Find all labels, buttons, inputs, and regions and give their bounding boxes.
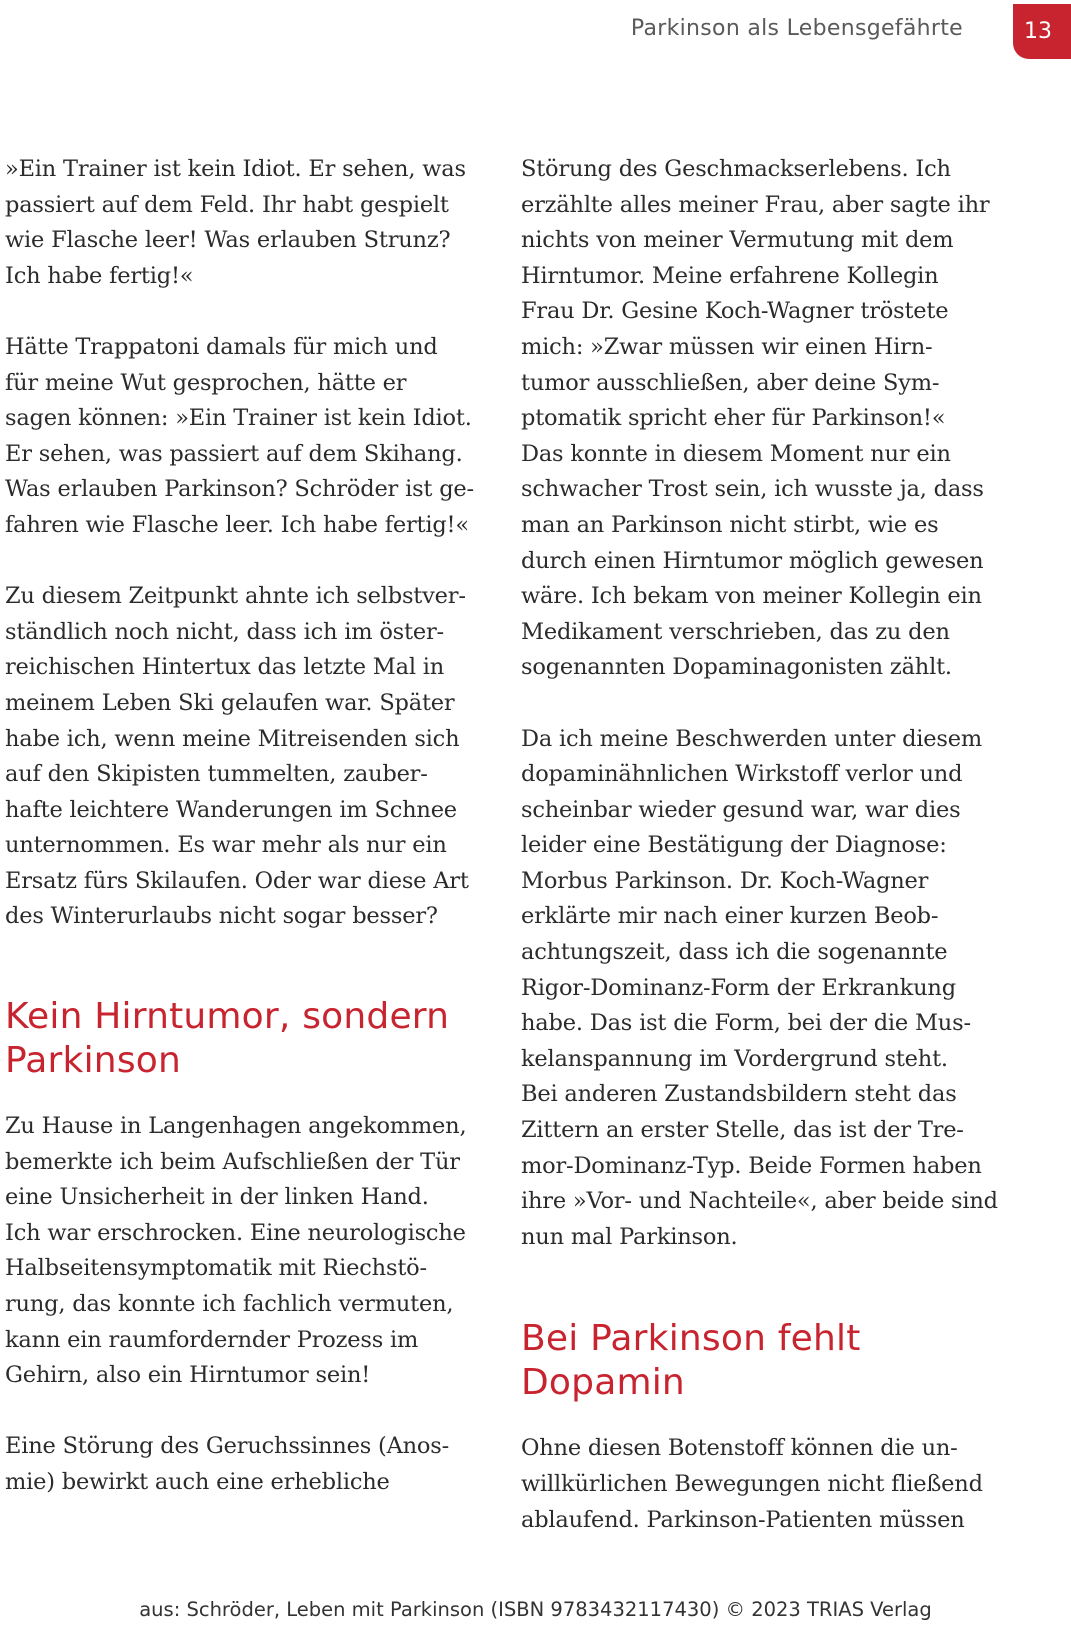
left-column xyxy=(5,152,473,1536)
page-number-badge: 13 xyxy=(1013,4,1071,59)
paragraph: Da ich meine Beschwerden unter diesem dopaminähnlichen Wirkstoff verlor und scheinbar wieder gesund war, war dies leider eine Bestätigung der Diagnose: Morbus Parkinson. Dr. Koch-Wagner erklärte mir nach einer kurzen Beob- achtungszeit, dass ich die sogenannte Rigor-Dominanz-Form der Erkrankung habe. Das ist die Form, bei der die Mus- kelanspannung im Vordergrund steht. Bei anderen Zustandsbildern steht das Zittern an erster Stelle, das ist der Tre- mor-Dominanz-Typ. Beide Formen haben ihre »Vor- und Nachteile«, aber beide sind nun mal Parkinson. xyxy=(521,725,998,1250)
paragraph: »Ein Trainer ist kein Idiot. Er sehen, was passiert auf dem Feld. Ihr habt gespielt wie Flasche leer! Was erlauben Strunz? Ich habe fertig!« xyxy=(5,156,466,289)
running-header: Parkinson als Lebensgefährte xyxy=(630,16,963,41)
right-column xyxy=(521,152,998,1574)
section-heading: Kein Hirntumor, sondern Parkinson xyxy=(5,996,450,1082)
paragraph: Ohne diesen Botenstoff können die un- willkürlichen Bewegungen nicht fließend ablaufend. Parkinson-Patienten müssen xyxy=(521,1435,983,1533)
section-heading: Bei Parkinson fehlt Dopamin xyxy=(521,1318,861,1404)
paragraph: Zu Hause in Langenhagen angekommen, bemerkte ich beim Aufschließen der Tür eine Unsicherheit in der linken Hand. Ich war erschrocken. Eine neurologische Halbseitensymptomatik mit Riechstö- rung, das konnte ich fachlich vermuten, kann ein raumfordernder Prozess im Gehirn, also ein Hirntumor sein! xyxy=(5,1113,467,1389)
paragraph: Zu diesem Zeitpunkt ahnte ich selbstver- ständlich noch nicht, dass ich im öster- reichischen Hintertux das letzte Mal in meinem Leben Ski gelaufen war. Später habe ich, wenn meine Mitreisenden sich auf den Skipisten tummelten, zauber- hafte leichtere Wanderungen im Schnee unternommen. Es war mehr als nur ein Ersatz fürs Skilaufen. Oder war diese Art des Winterurlaubs nicht sogar besser? xyxy=(5,583,469,930)
copyright-footer: aus: Schröder, Leben mit Parkinson (ISBN 9783432117430) © 2023 TRIAS Verlag xyxy=(139,1598,932,1621)
paragraph: Störung des Geschmackserlebens. Ich erzählte alles meiner Frau, aber sagte ihr nichts von meiner Vermutung mit dem Hirntumor. Meine erfahrene Kollegin Frau Dr. Gesine Koch-Wagner tröstete mich: »Zwar müssen wir einen Hirn- tumor ausschließen, aber deine Sym- ptomatik spricht eher für Parkinson!« Das konnte in diesem Moment nur ein schwacher Trost sein, ich wusste ja, dass man an Parkinson nicht stirbt, wie es durch einen Hirntumor möglich gewesen wäre. Ich bekam von meiner Kollegin ein Medikament verschrieben, das zu den sogenannten Dopaminagonisten zählt. xyxy=(521,156,990,681)
paragraph: Hätte Trappatoni damals für mich und für meine Wut gesprochen, hätte er sagen können: »Ein Trainer ist kein Idiot. Er sehen, was passiert auf dem Skihang. Was erlauben Parkinson? Schröder ist ge- fahren wie Flasche leer. Ich habe fertig!« xyxy=(5,333,474,538)
paragraph: Eine Störung des Geruchssinnes (Anos- mie) bewirkt auch eine erhebliche xyxy=(5,1433,450,1495)
